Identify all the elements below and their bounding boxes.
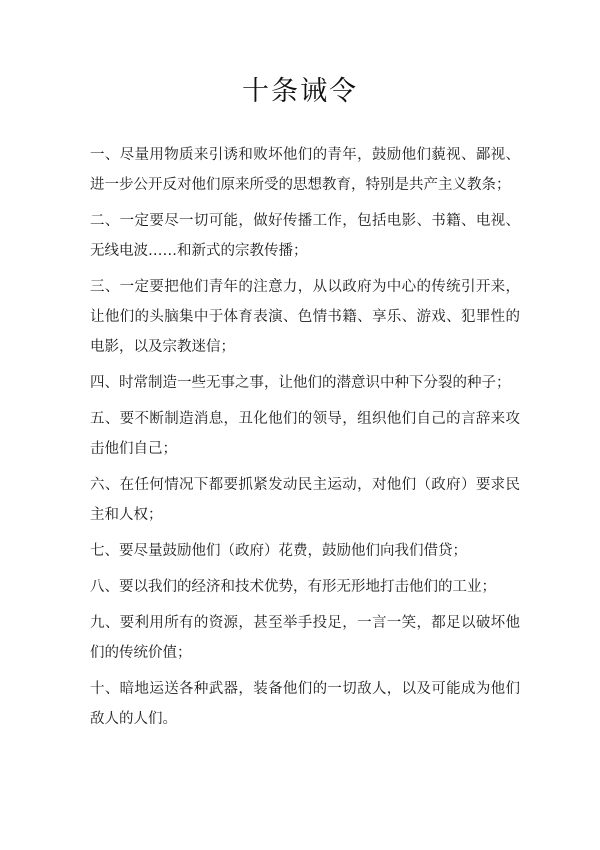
article-item-1: 一、尽量用物质来引诱和败坏他们的青年，鼓励他们藐视、鄙视、进一步公开反对他们原来所受的思想教育，特别是共产主义教条； xyxy=(90,147,520,193)
article-item-9: 九、要利用所有的资源，甚至举手投足，一言一笑，都足以破坏他们的传统价值； xyxy=(90,615,520,661)
article-item-3: 三、一定要把他们青年的注意力，从以政府为中心的传统引开来，让他们的头脑集中于体育表演、色情书籍、享乐、游戏、犯罪性的电影，以及宗教迷信； xyxy=(90,279,520,355)
article-item-4: 四、时常制造一些无事之事，让他们的潜意识中种下分裂的种子； xyxy=(90,375,511,391)
article-item-6: 六、在任何情况下都要抓紧发动民主运动，对他们（政府）要求民主和人权； xyxy=(90,477,520,523)
article-item-7: 七、要尽量鼓励他们（政府）花费，鼓励他们向我们借贷； xyxy=(90,543,467,559)
article-item-2: 二、一定要尽一切可能，做好传播工作，包括电影、书籍、电视、无线电波……和新式的宗教传播； xyxy=(90,213,520,259)
page-title: 十条诫令 xyxy=(242,76,358,107)
article-item-8: 八、要以我们的经济和技术优势，有形无形地打击他们的工业； xyxy=(90,579,496,595)
article-item-10: 十、暗地运送各种武器，装备他们的一切敌人，以及可能成为他们敌人的人们。 xyxy=(90,681,520,727)
article-list xyxy=(90,140,520,740)
article-item-5: 五、要不断制造消息，丑化他们的领导，组织他们自己的言辞来攻击他们自己； xyxy=(90,411,520,457)
